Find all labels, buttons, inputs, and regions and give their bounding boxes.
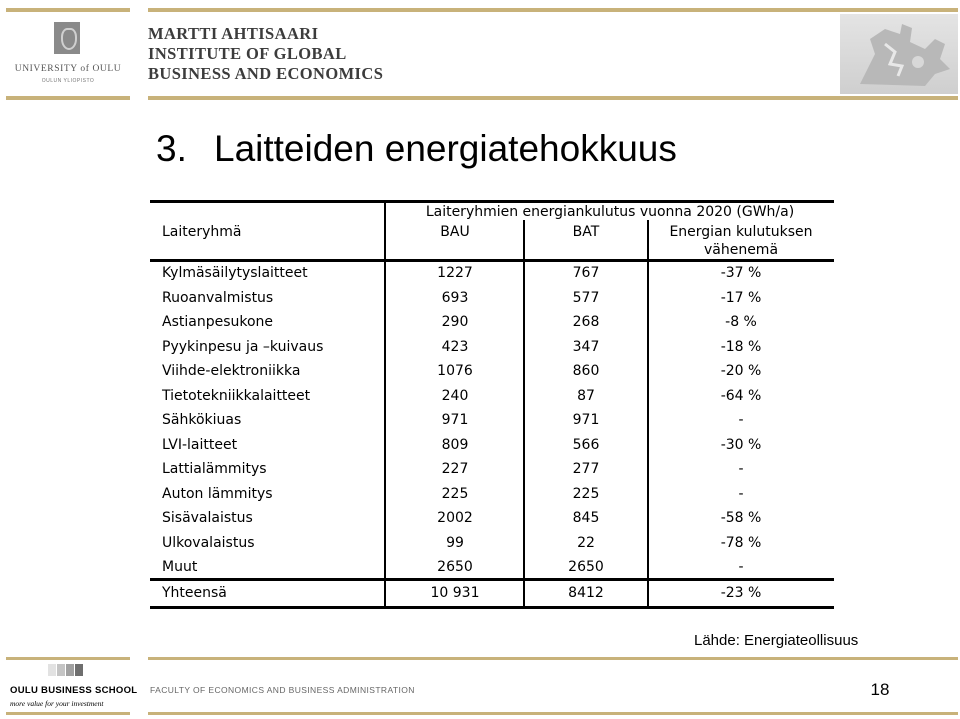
- row-bau: 971: [441, 412, 469, 428]
- energy-consumption-table: [150, 200, 834, 610]
- row-bau: 227: [441, 461, 469, 477]
- university-name: UNIVERSITY of OULU: [14, 64, 122, 74]
- business-school-logo-icon: [48, 664, 92, 676]
- row-reduction: -: [738, 412, 744, 428]
- row-name: Kylmäsäilytyslaitteet: [162, 265, 308, 281]
- row-name: Pyykinpesu ja –kuivaus: [162, 338, 324, 355]
- row-reduction: -8 %: [725, 314, 757, 330]
- row-reduction: -20 %: [720, 363, 762, 379]
- row-bau: 290: [441, 314, 469, 330]
- footer-rule-left-bottom: [6, 712, 130, 715]
- row-reduction: -78 %: [720, 534, 762, 551]
- row-name: Auton lämmitys: [162, 485, 273, 502]
- footer-rule-main-bottom: [148, 712, 958, 715]
- row-bau: 693: [441, 289, 469, 306]
- row-reduction: -: [738, 485, 744, 502]
- institute-line: INSTITUTE OF GLOBAL: [148, 44, 347, 63]
- row-bau: 809: [441, 436, 469, 453]
- row-bat: 2650: [568, 559, 604, 575]
- row-reduction: -: [738, 559, 744, 575]
- header-rule-main-bottom: [148, 96, 958, 100]
- table-header-rule: [150, 259, 834, 262]
- row-name: Lattialämmitys: [162, 461, 267, 477]
- row-bat: 767: [572, 265, 600, 281]
- row-name: Tietotekniikkalaitteet: [162, 387, 311, 404]
- institute-line: BUSINESS AND ECONOMICS: [148, 64, 384, 83]
- footer-rule-main: [148, 657, 958, 660]
- row-bau: 1227: [437, 265, 473, 281]
- column-header-bat: BAT: [572, 224, 600, 240]
- table-bottom-rule: [150, 606, 834, 609]
- lion-crest-icon: [840, 14, 958, 94]
- row-bau: 423: [441, 338, 469, 355]
- row-name: LVI-laitteet: [162, 436, 238, 453]
- row-bat: 577: [572, 289, 600, 306]
- header-rule-main: [148, 8, 958, 12]
- column-header-reduction-line2: vähenemä: [703, 242, 779, 258]
- row-reduction: -17 %: [720, 289, 762, 306]
- total-bat: 8412: [568, 585, 604, 601]
- group-header: Laiteryhmien energiankulutus vuonna 2020 (GWh/a): [425, 204, 795, 220]
- header-rule-left: [6, 8, 130, 12]
- business-school-tagline: more value for your investment: [10, 699, 104, 708]
- column-header-reduction: Energian kulutuksen: [669, 224, 813, 240]
- row-bau: 2650: [437, 559, 473, 575]
- row-name: Viihde-elektroniikka: [162, 363, 301, 379]
- row-bat: 87: [577, 387, 595, 404]
- faculty-name: FACULTY OF ECONOMICS AND BUSINESS ADMINISTRATION: [150, 685, 415, 695]
- university-subname: OULUN YLIOPISTO: [41, 78, 95, 84]
- row-reduction: -37 %: [720, 265, 762, 281]
- row-bat: 566: [572, 436, 600, 453]
- row-reduction: -18 %: [720, 338, 762, 355]
- row-name: Ruoanvalmistus: [162, 289, 274, 306]
- row-bat: 277: [572, 461, 600, 477]
- row-bat: 845: [572, 510, 600, 526]
- source-note: Lähde: Energiateollisuus: [694, 632, 859, 649]
- table-total-rule: [150, 578, 834, 581]
- row-reduction: -30 %: [720, 436, 762, 453]
- row-name: Sähkökiuas: [162, 412, 242, 428]
- row-bau: 240: [441, 387, 469, 404]
- institute-title: [148, 24, 383, 84]
- slide-title-text: Laitteiden energiatehokkuus: [214, 128, 677, 169]
- row-bat: 268: [572, 314, 600, 330]
- total-reduction: -23 %: [720, 585, 762, 601]
- row-name: Muut: [162, 559, 198, 575]
- row-bat: 347: [572, 338, 600, 355]
- total-bau: 10 931: [430, 585, 480, 601]
- slide-title: [156, 128, 677, 170]
- row-bat: 22: [577, 534, 595, 551]
- row-bau: 99: [446, 534, 464, 551]
- row-name: Sisävalaistus: [162, 510, 253, 526]
- page-number: 18: [870, 680, 890, 699]
- row-bau: 225: [441, 485, 469, 502]
- row-bat: 225: [572, 485, 600, 502]
- column-header-bau: BAU: [440, 224, 470, 240]
- business-school-name: OULU BUSINESS SCHOOL: [10, 685, 138, 696]
- slide-number: 3.: [156, 128, 187, 169]
- row-name: Astianpesukone: [162, 314, 274, 330]
- total-label: Yhteensä: [162, 585, 227, 601]
- institute-line: MARTTI AHTISAARI: [148, 24, 319, 43]
- footer-rule-left: [6, 657, 130, 660]
- column-header-name: Laiteryhmä: [162, 224, 242, 240]
- row-reduction: -64 %: [720, 387, 762, 404]
- row-bat: 971: [572, 412, 600, 428]
- university-emblem-icon: [54, 22, 80, 54]
- row-bau: 2002: [437, 510, 473, 526]
- row-reduction: -: [738, 461, 744, 477]
- row-bat: 860: [572, 363, 600, 379]
- row-bau: 1076: [437, 363, 473, 379]
- row-name: Ulkovalaistus: [162, 534, 255, 551]
- row-reduction: -58 %: [720, 510, 762, 526]
